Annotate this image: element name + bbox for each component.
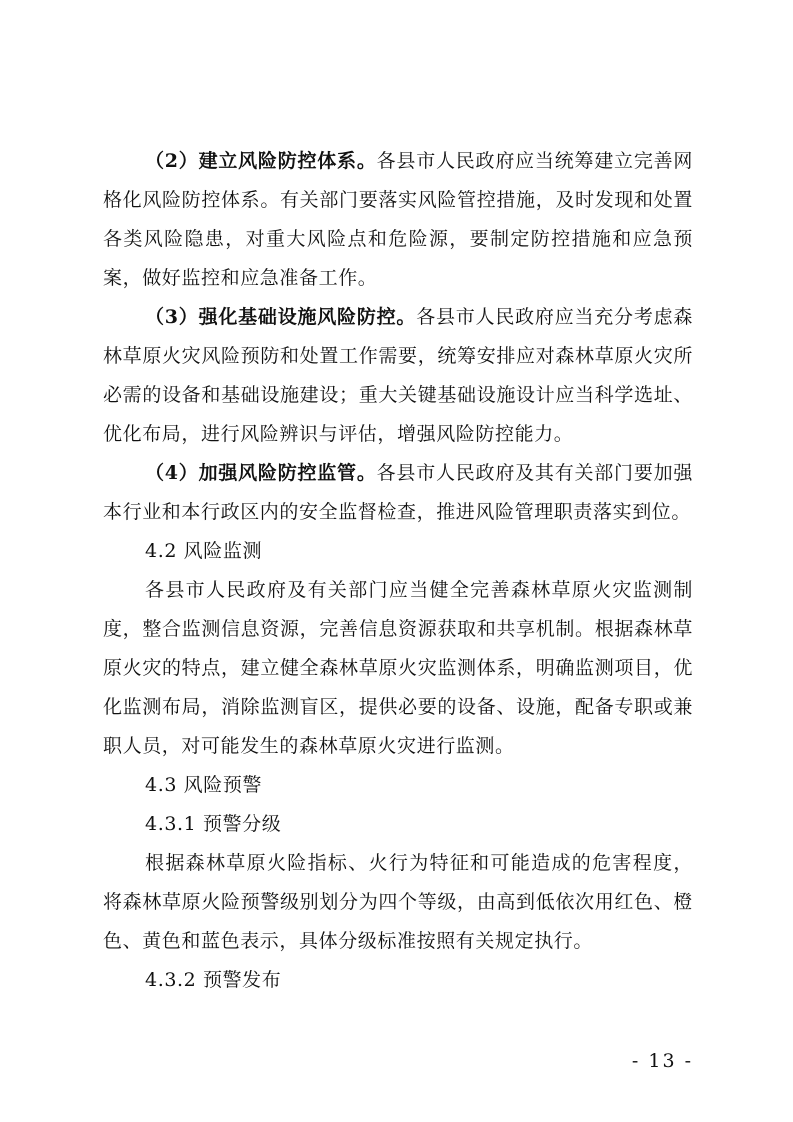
paragraph-text: 各县市人民政府应当充分考虑森林草原火灾风险预防和处置工作需要，统筹安排应对森林草原火灾所必需的设备和基础设施建设；重大关键基础设施设计应当科学选址、优化布局，进行风险辨识与评估，增强风险防控能力。 [103,306,693,445]
paragraph-risk-supervision [103,454,693,532]
paragraph-risk-control-system [103,142,693,298]
document-body [103,142,693,1000]
page-number: - 13 - [631,1050,693,1072]
paragraph-risk-monitoring: 各县市人民政府及有关部门应当健全完善森林草原火灾监测制度，整合监测信息资源，完善信息资源获取和共享机制。根据森林草原火灾的特点，建立健全森林草原火灾监测体系，明确监测项目，优化监测布局，消除监测盲区，提供必要的设备、设施，配备专职或兼职人员，对可能发生的森林草原火灾进行监测。 [103,579,693,757]
section-heading-4-2: 4.2 风险监测 [145,540,263,562]
paragraph-text: 各县市人民政府应当统筹建立完善网格化风险防控体系。有关部门要落实风险管控措施，及时发现和处置各类风险隐患，对重大风险点和危险源，要制定防控措施和应急预案，做好监控和应急准备工作。 [103,150,694,289]
section-heading-4-3-2: 4.3.2 预警发布 [145,969,282,991]
paragraph-lead: （2）建立风险防控体系。 [145,150,377,172]
paragraph-lead: （4）加强风险防控监管。 [145,462,377,484]
section-heading-4-3-1: 4.3.1 预警分级 [145,813,282,835]
paragraph-infrastructure-risk [103,298,693,454]
paragraph-warning-levels: 根据森林草原火险指标、火行为特征和可能造成的危害程度，将森林草原火险预警级别划分为四个等级，由高到低依次用红色、橙色、黄色和蓝色表示，具体分级标准按照有关规定执行。 [103,852,693,952]
section-heading-4-3: 4.3 风险预警 [145,774,263,796]
paragraph-text: 各县市人民政府及其有关部门要加强本行业和本行政区内的安全监督检查，推进风险管理职责落实到位。 [103,462,694,523]
paragraph-lead: （3）强化基础设施风险防控。 [145,306,417,328]
